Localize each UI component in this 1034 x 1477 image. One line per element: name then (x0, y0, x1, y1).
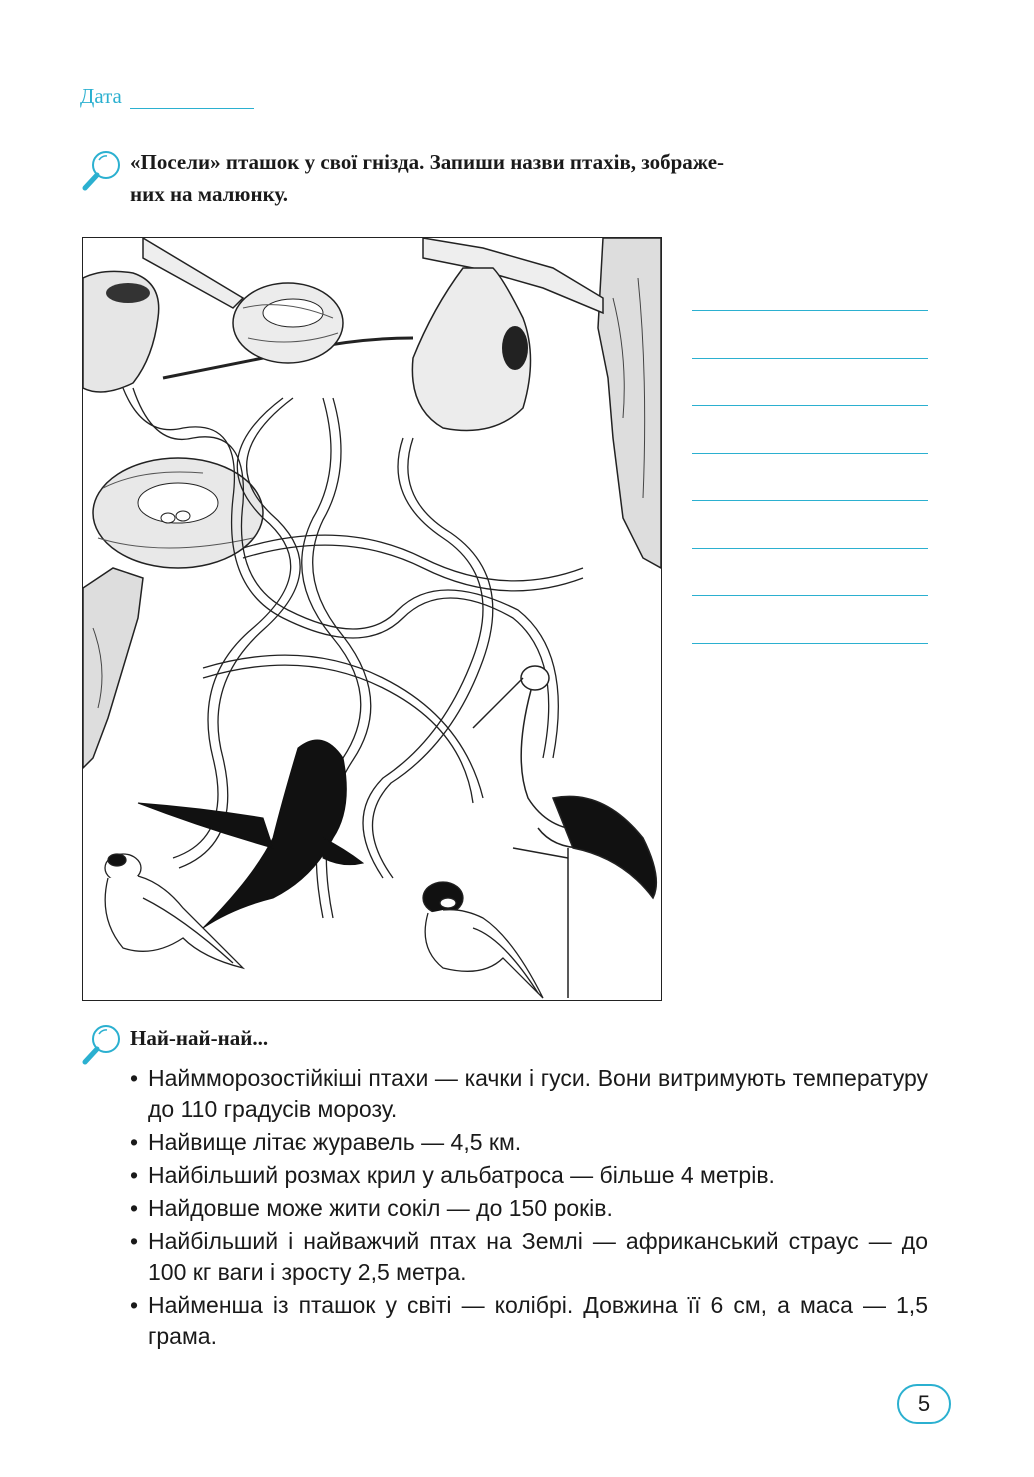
task1-title-line2: них на малюнку. (130, 182, 289, 206)
facts-list (130, 1063, 928, 1354)
fact-text: Найдовше може жити сокіл — до 150 років. (148, 1195, 613, 1221)
fact-item (130, 1193, 928, 1224)
answer-line-7[interactable] (692, 549, 928, 597)
fact-text: Наймморозостійкіші птахи — качки і гуси. Вони витримують температуру до 110 градусів морозу. (148, 1065, 928, 1122)
magnifier-icon (80, 148, 126, 194)
bullet: • (130, 1129, 139, 1155)
bullet: • (130, 1065, 139, 1091)
page-number: 5 (897, 1384, 951, 1424)
bullet: • (130, 1162, 139, 1188)
date-row (80, 84, 254, 109)
fact-text: Найменша із пташок у світі — колібрі. Довжина її 6 см, а маса — 1,5 грама. (148, 1292, 928, 1349)
task1-title-line1: «Посели» пташок у свої гнізда. Запиши назви птахів, зображе- (130, 150, 725, 174)
answer-line-8[interactable] (692, 596, 928, 644)
answer-lines (692, 310, 928, 644)
date-label: Дата (80, 84, 122, 108)
maze-drawing (83, 238, 661, 1000)
bullet: • (130, 1228, 139, 1254)
fact-text: Найбільший розмах крил у альбатроса — більше 4 метрів. (148, 1162, 775, 1188)
bullet: • (130, 1195, 139, 1221)
bullet: • (130, 1292, 139, 1318)
fact-item (130, 1127, 928, 1158)
task2-title: Най-най-най... (130, 1026, 269, 1050)
answer-line-4[interactable] (692, 406, 928, 454)
fact-item (130, 1160, 928, 1191)
answer-line-3[interactable] (692, 359, 928, 407)
fact-item (130, 1290, 928, 1352)
date-input-line[interactable] (130, 88, 254, 109)
magnifier-icon (80, 1022, 126, 1068)
fact-text: Найвище літає журавель — 4,5 км. (148, 1129, 522, 1155)
maze-illustration (82, 237, 662, 1001)
answer-line-5[interactable] (692, 454, 928, 502)
task1-title (130, 146, 930, 210)
answer-line-2[interactable] (692, 311, 928, 359)
fact-text: Найбільший і найважчий птах на Землі — африканський страус — до 100 кг ваги і зросту 2,5 метра. (148, 1228, 928, 1285)
answer-line-6[interactable] (692, 501, 928, 549)
fact-item (130, 1226, 928, 1288)
fact-item (130, 1063, 928, 1125)
